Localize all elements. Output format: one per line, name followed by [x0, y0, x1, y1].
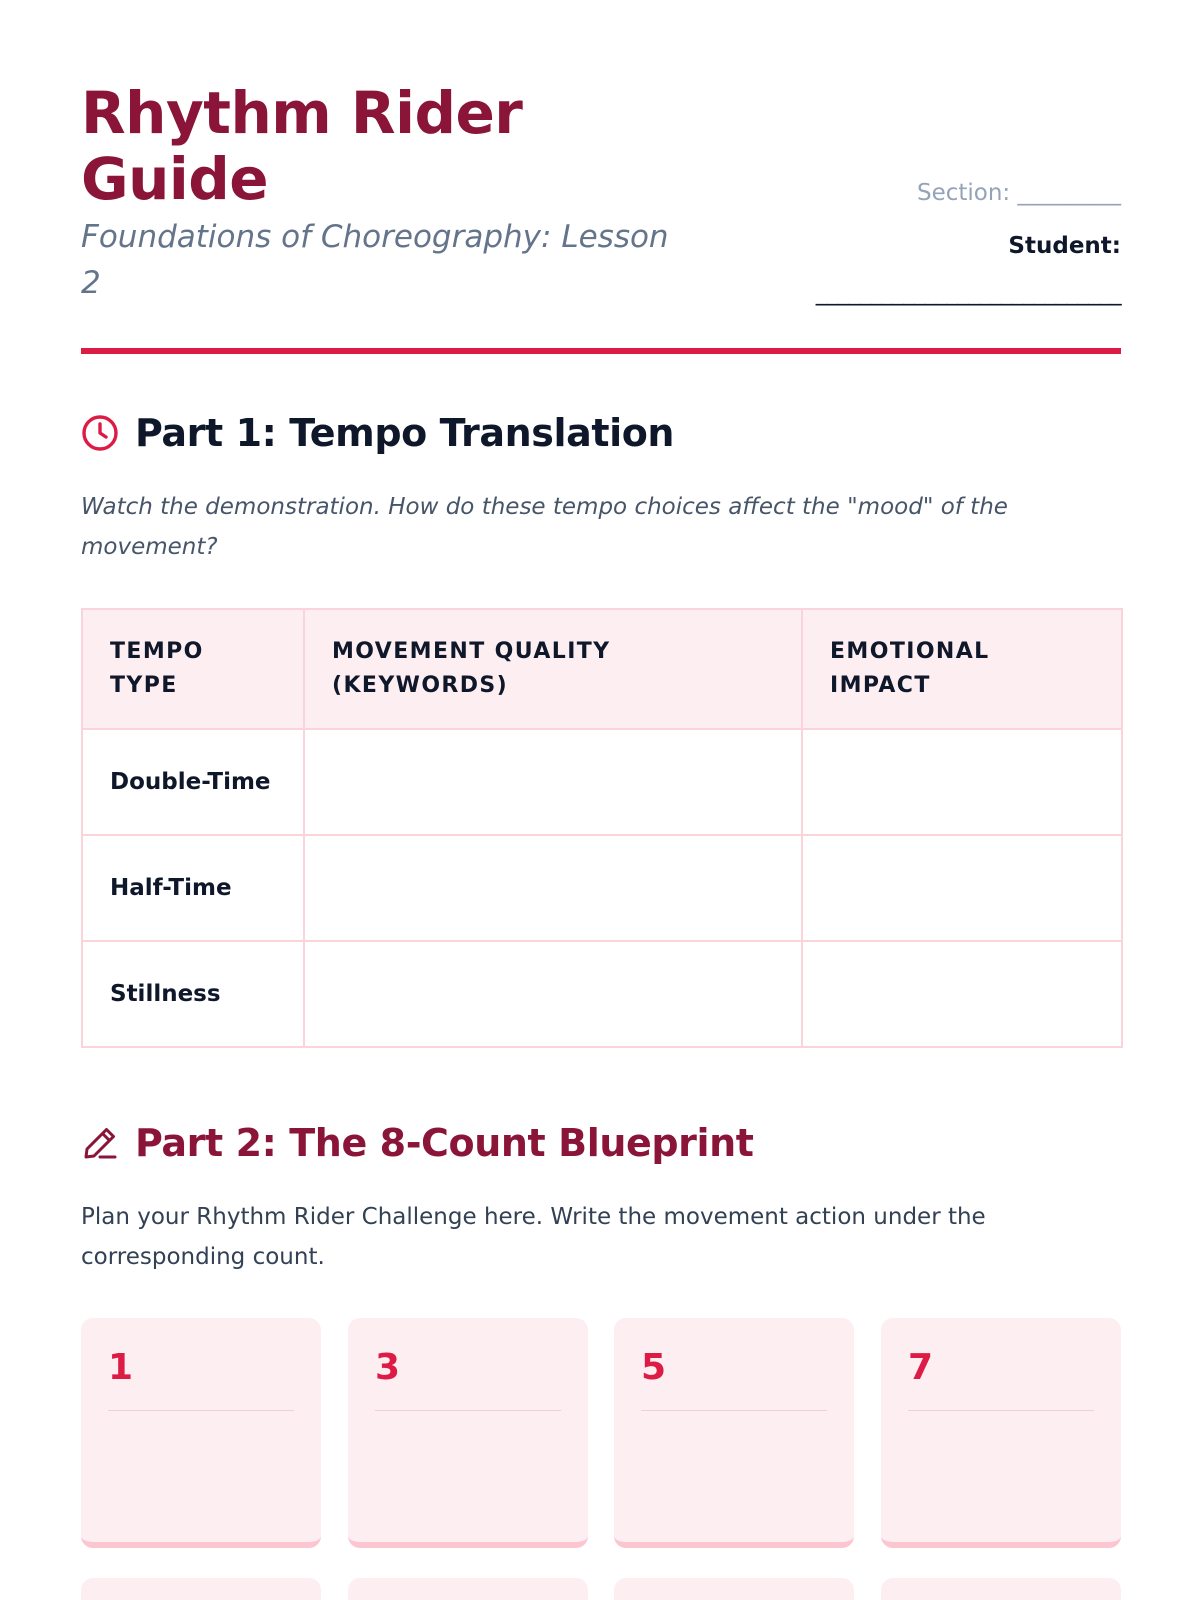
- column-header-tempo-type: TEMPO TYPE: [82, 609, 304, 729]
- count-number: 7: [908, 1347, 934, 1388]
- table-header-row: [82, 609, 1122, 729]
- part1-title: Part 1: Tempo Translation: [135, 411, 675, 455]
- count-card-1[interactable]: [81, 1318, 321, 1548]
- clock-icon: [81, 414, 119, 452]
- count-number: 3: [375, 1347, 401, 1388]
- movement-quality-cell[interactable]: [304, 835, 802, 941]
- part2-instructions: Plan your Rhythm Rider Challenge here. Write the movement action under the corresponding count.: [81, 1204, 986, 1270]
- table-row: [82, 835, 1122, 941]
- student-meta: [721, 176, 1121, 310]
- count-divider: [108, 1410, 294, 1411]
- header-divider: [81, 348, 1121, 354]
- table-row: [82, 941, 1122, 1047]
- count-number: 5: [641, 1347, 667, 1388]
- table-row: [82, 729, 1122, 835]
- count-divider: [908, 1410, 1094, 1411]
- pencil-icon: [81, 1124, 119, 1162]
- tempo-table: [81, 608, 1123, 1048]
- emotional-impact-cell[interactable]: [802, 941, 1122, 1047]
- part2-heading: [81, 1118, 754, 1168]
- movement-quality-cell[interactable]: [304, 941, 802, 1047]
- tempo-type-cell: Double-Time: [82, 729, 304, 835]
- count-card-next-row[interactable]: [614, 1578, 854, 1600]
- page-subtitle: Foundations of Choreography: Lesson 2: [81, 219, 669, 301]
- worksheet-page: [81, 0, 1121, 1600]
- count-card-3[interactable]: [348, 1318, 588, 1548]
- count-divider: [641, 1410, 827, 1411]
- tempo-type-cell: Stillness: [82, 941, 304, 1047]
- column-header-movement-quality: MOVEMENT QUALITY (KEYWORDS): [304, 609, 802, 729]
- count-number: 1: [108, 1347, 134, 1388]
- count-divider: [375, 1410, 561, 1411]
- count-card-7[interactable]: [881, 1318, 1121, 1548]
- count-card-next-row[interactable]: [881, 1578, 1121, 1600]
- part2-title: Part 2: The 8-Count Blueprint: [135, 1121, 754, 1165]
- emotional-impact-cell[interactable]: [802, 729, 1122, 835]
- movement-quality-cell[interactable]: [304, 729, 802, 835]
- worksheet-header: [81, 80, 1121, 310]
- emotional-impact-cell[interactable]: [802, 835, 1122, 941]
- student-name-field[interactable]: ____________________________: [815, 280, 1121, 306]
- column-header-emotional-impact: EMOTIONAL IMPACT: [802, 609, 1122, 729]
- tempo-type-cell: Half-Time: [82, 835, 304, 941]
- count-card-next-row[interactable]: [348, 1578, 588, 1600]
- count-card-next-row[interactable]: [81, 1578, 321, 1600]
- count-card-5[interactable]: [614, 1318, 854, 1548]
- page-title: Rhythm Rider Guide: [81, 79, 523, 213]
- student-label: Student:: [1008, 233, 1121, 259]
- part1-heading: [81, 408, 674, 458]
- section-field[interactable]: Section: _________: [916, 180, 1121, 206]
- part1-instructions: Watch the demonstration. How do these tempo choices affect the "mood" of the movement?: [81, 494, 1008, 560]
